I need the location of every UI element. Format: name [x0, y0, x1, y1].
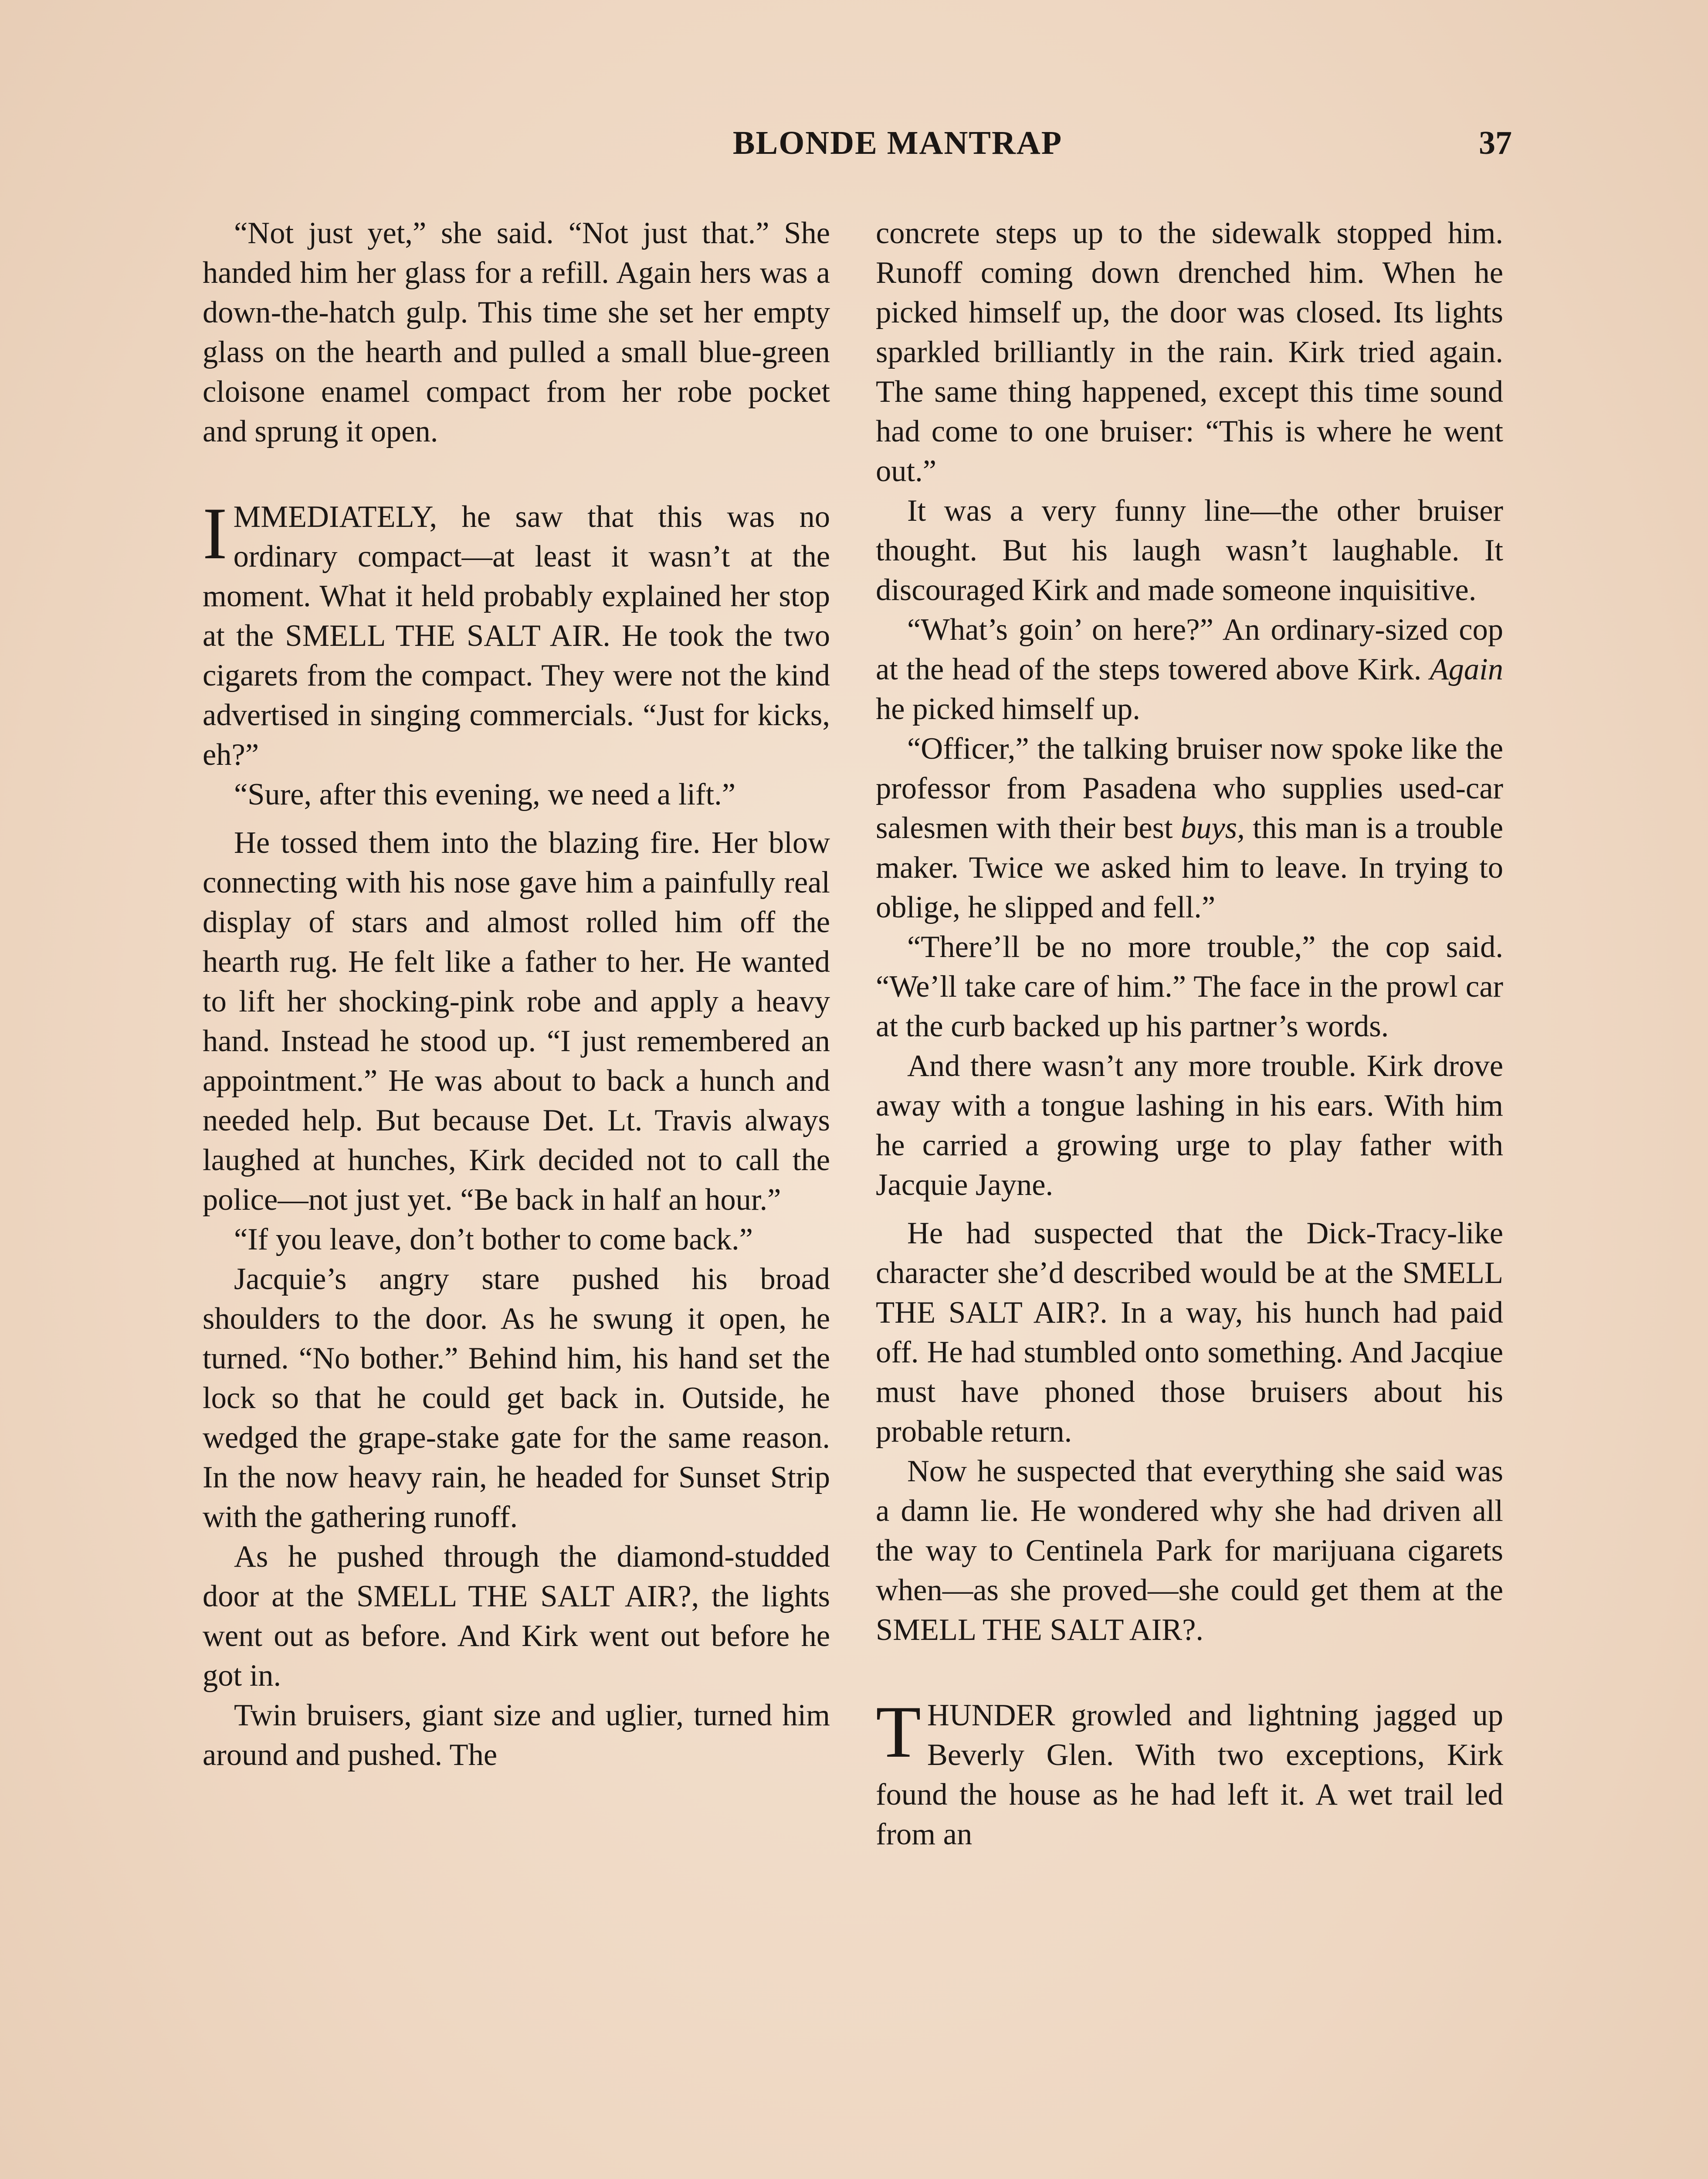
section-opening-paragraph: [876, 1691, 1503, 1854]
paragraph: And there wasn’t any more trouble. Kirk drove away with a tongue lashing in his ears. With him he carried a growing urge to play father with Jacquie Jayne.: [876, 1049, 1503, 1202]
paragraph: [876, 729, 1503, 927]
section-opening-paragraph: [203, 492, 830, 775]
page-number: 37: [1479, 125, 1512, 161]
paragraph: concrete steps up to the sidewalk stopped him. Runoff coming down drenched him. When he picked himself up, the door was closed. Its lights sparkled brilliantly in the rain. Kirk tried again. The same thing happened, except this time sound had come to one bruiser: “This is where he went out.”: [876, 216, 1503, 488]
paragraph-text: “What’s goin’ on here?” An ordinary-sized cop at the head of the steps towered above Kirk.: [876, 613, 1503, 686]
paragraph: Twin bruisers, giant size and uglier, turned him around and pushed. The: [203, 1698, 830, 1772]
emphasis: Again: [1430, 652, 1503, 686]
running-title: BLONDE MANTRAP: [732, 125, 1063, 161]
paragraph: “Sure, after this evening, we need a lift.”: [234, 777, 736, 811]
paragraph-text: HUNDER growled and lightning jagged up Beverly Glen. With two exceptions, Kirk found the house as he had left it. A wet trail led from an: [876, 1698, 1503, 1851]
page-header: [205, 124, 1512, 163]
paragraph: Jacquie’s angry stare pushed his broad shoulders to the door. As he swung it open, he turned. “No bother.” Behind him, his hand set the lock so that he could get back in. Outside, he wedged the grape-stake gate for the same reason. In the now heavy rain, he headed for Sunset Strip with the gathering runoff.: [203, 1262, 830, 1534]
paragraph-text: he picked himself up.: [876, 692, 1140, 726]
paragraph: “Not just yet,” she said. “Not just that.” She handed him her glass for a refill. Again hers was a down-the-hatch gulp. This time she set her empty glass on the hearth and pulled a small blue-green cloisone enamel compact from her robe pocket and sprung it open.: [203, 216, 830, 448]
paragraph: Now he suspected that everything she said was a damn lie. He wondered why she had driven all the way to Centinela Park for marijuana cigarets when—as she proved—she could get them at the SMELL THE SALT AIR?.: [876, 1454, 1503, 1647]
left-column: [203, 214, 830, 1775]
paragraph-text: “Officer,” the talking bruiser now spoke like the professor from Pasadena who supplies used-car salesmen with their best: [876, 732, 1503, 845]
paragraph: “If you leave, don’t bother to come back.”: [234, 1222, 753, 1256]
emphasis: buys,: [1181, 811, 1245, 845]
drop-cap: T: [876, 1691, 921, 1773]
paragraph: “There’ll be no more trouble,” the cop said. “We’ll take care of him.” The face in the prowl car at the curb backed up his partner’s words.: [876, 930, 1503, 1043]
paragraph: He had suspected that the Dick-Tracy-like character she’d described would be at the SMELL THE SALT AIR?. In a way, his hunch had paid off. He had stumbled onto something. And Jacqiue must have phoned those bruisers about his probable return.: [876, 1216, 1503, 1449]
drop-cap: I: [203, 492, 227, 574]
paragraph: As he pushed through the diamond-studded door at the SMELL THE SALT AIR?, the lights went out as before. And Kirk went out before he got in.: [203, 1540, 830, 1693]
right-column: [876, 214, 1503, 1854]
paragraph: [876, 610, 1503, 729]
paragraph-text: MMEDIATELY, he saw that this was no ordinary compact—at least it wasn’t at the moment. What it held probably explained her stop at the SMELL THE SALT AIR. He took the two cigarets from the compact. They were not the kind advertised in singing commercials. “Just for kicks, eh?”: [203, 500, 830, 772]
paragraph-text: this man is a trouble maker. Twice we asked him to leave. In trying to oblige, he slipped and fell.”: [876, 811, 1503, 924]
paragraph: It was a very funny line—the other bruiser thought. But his laugh wasn’t laughable. It discouraged Kirk and made someone inquisitive.: [876, 494, 1503, 607]
paragraph: He tossed them into the blazing fire. Her blow connecting with his nose gave him a painfully real display of stars and almost rolled him off the hearth rug. He felt like a father to her. He wanted to lift her shocking-pink robe and apply a heavy hand. Instead he stood up. “I just remembered an appointment.” He was about to back a hunch and needed help. But because Det. Lt. Travis always laughed at hunches, Kirk decided not to call the police—not just yet. “Be back in half an hour.”: [203, 826, 830, 1217]
